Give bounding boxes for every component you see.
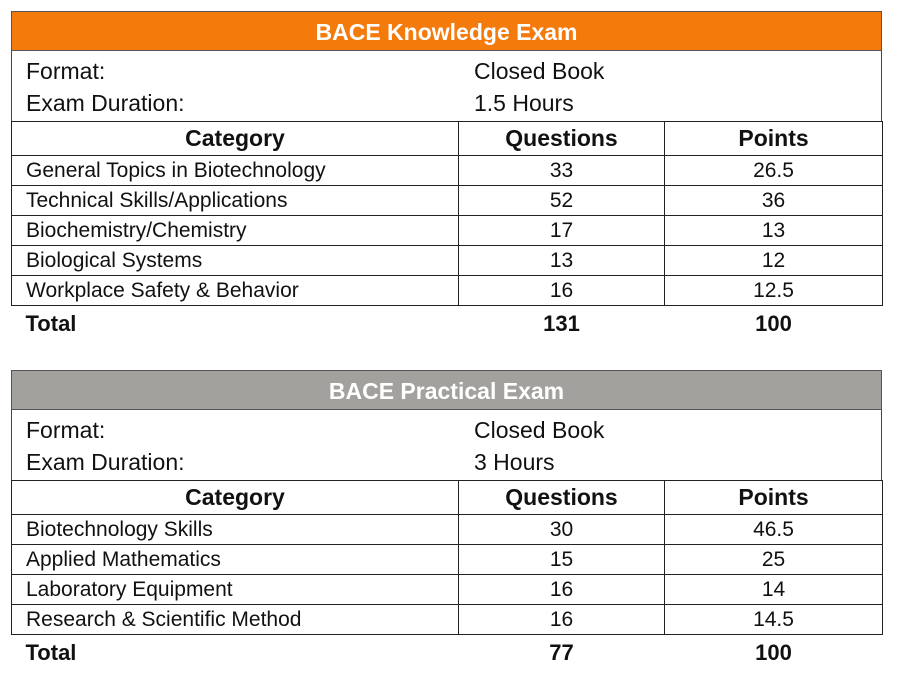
questions-cell: 16 (459, 575, 665, 605)
column-header-points: Points (665, 122, 883, 156)
format-label: Format: (26, 417, 106, 443)
column-header-category: Category (12, 481, 459, 515)
format-value: Closed Book (474, 417, 605, 443)
total-label: Total (25, 311, 77, 336)
column-header-questions: Questions (459, 481, 665, 515)
questions-cell: 16 (459, 605, 665, 635)
exam-title: BACE Knowledge Exam (11, 11, 882, 51)
table-row (12, 605, 883, 635)
duration-label: Exam Duration: (26, 90, 185, 116)
total-label: Total (25, 640, 77, 665)
format-row (12, 55, 881, 87)
questions-cell: 30 (459, 515, 665, 545)
table-row (12, 216, 883, 246)
points-cell: 36 (665, 186, 883, 216)
exam-info (11, 410, 882, 480)
questions-cell: 15 (459, 545, 665, 575)
table-row (12, 156, 883, 186)
points-cell: 14 (665, 575, 883, 605)
points-cell: 46.5 (665, 515, 883, 545)
column-header-questions: Questions (459, 122, 665, 156)
table-row (12, 575, 883, 605)
category-table (11, 121, 883, 342)
questions-cell: 17 (459, 216, 665, 246)
points-cell: 14.5 (665, 605, 883, 635)
category-cell: Applied Mathematics (12, 545, 459, 575)
duration-label: Exam Duration: (26, 449, 185, 475)
category-cell: Technical Skills/Applications (12, 186, 459, 216)
exam-title: BACE Practical Exam (11, 370, 882, 410)
knowledge-exam-section (11, 11, 882, 342)
duration-value: 3 Hours (474, 449, 555, 475)
total-questions: 77 (549, 640, 574, 665)
total-points: 100 (755, 640, 792, 665)
questions-cell: 33 (459, 156, 665, 186)
duration-row (12, 446, 881, 478)
category-cell: Biochemistry/Chemistry (12, 216, 459, 246)
category-cell: General Topics in Biotechnology (12, 156, 459, 186)
column-header-points: Points (665, 481, 883, 515)
category-cell: Workplace Safety & Behavior (12, 276, 459, 306)
table-row (12, 276, 883, 306)
duration-row (12, 87, 881, 119)
total-points: 100 (755, 311, 792, 336)
duration-value: 1.5 Hours (474, 90, 574, 116)
column-header-category: Category (12, 122, 459, 156)
table-row (12, 545, 883, 575)
points-cell: 25 (665, 545, 883, 575)
total-row (12, 635, 883, 672)
category-table (11, 480, 883, 671)
category-cell: Biotechnology Skills (12, 515, 459, 545)
total-questions: 131 (543, 311, 580, 336)
table-row (12, 186, 883, 216)
questions-cell: 13 (459, 246, 665, 276)
category-cell: Biological Systems (12, 246, 459, 276)
exam-info (11, 51, 882, 121)
total-row (12, 306, 883, 343)
category-cell: Research & Scientific Method (12, 605, 459, 635)
table-row (12, 246, 883, 276)
points-cell: 12.5 (665, 276, 883, 306)
practical-exam-section (11, 370, 882, 671)
points-cell: 13 (665, 216, 883, 246)
format-label: Format: (26, 58, 106, 84)
points-cell: 12 (665, 246, 883, 276)
category-cell: Laboratory Equipment (12, 575, 459, 605)
table-header-row (12, 122, 883, 156)
questions-cell: 16 (459, 276, 665, 306)
format-value: Closed Book (474, 58, 605, 84)
table-header-row (12, 481, 883, 515)
points-cell: 26.5 (665, 156, 883, 186)
table-row (12, 515, 883, 545)
questions-cell: 52 (459, 186, 665, 216)
format-row (12, 414, 881, 446)
